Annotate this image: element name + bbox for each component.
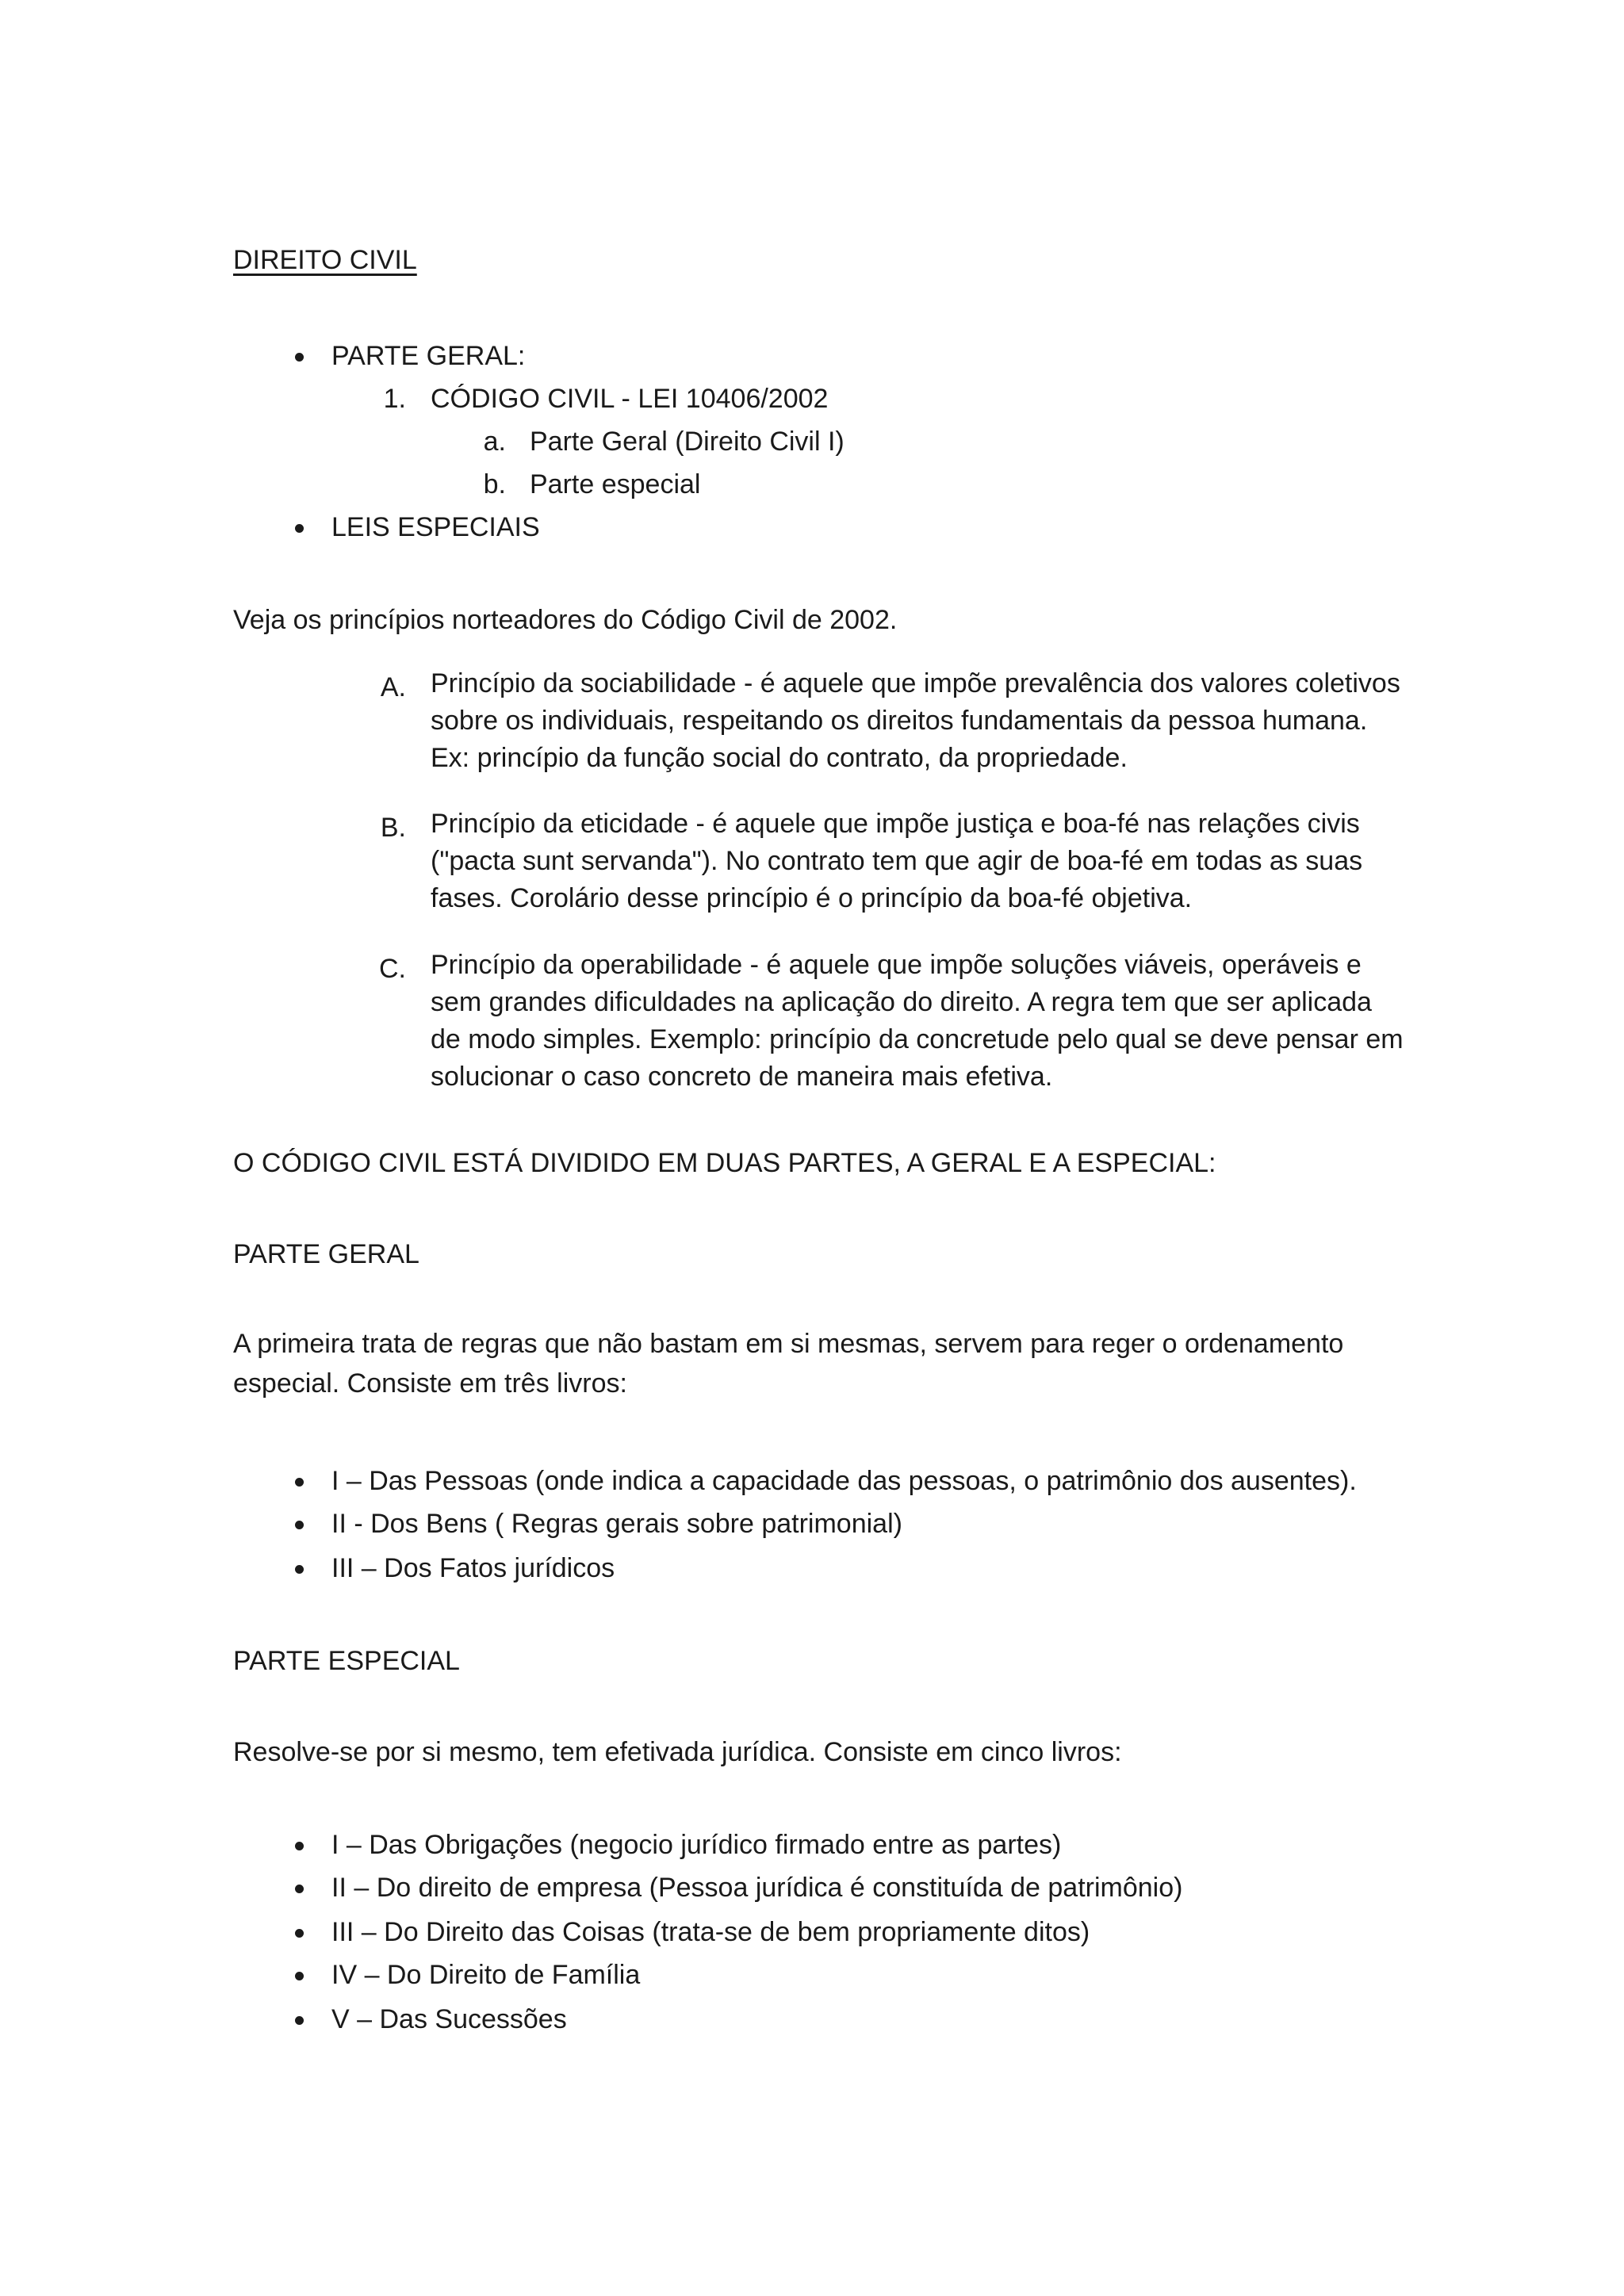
list-item: III – Do Direito das Coisas (trata-se de bem propriamente ditos)	[331, 1917, 1090, 1947]
bullet-icon	[295, 1842, 304, 1850]
parte-geral-heading: PARTE GERAL	[233, 1239, 419, 1269]
bullet-icon	[295, 353, 304, 362]
parte-geral-paragraph: A primeira trata de regras que não bastam em si mesmas, servem para reger o ordenamento especial. Consiste em três livros:	[233, 1329, 1344, 1399]
principle-operabilidade: Princípio da operabilidade - é aquele que impõe soluções viáveis, operáveis e sem grandes dificuldades na aplicação do direito. A regra tem que ser aplicada de modo simples. Exemplo: princípio da concretude pelo qual se deve pensar em solucionar o caso concreto de maneira mais efetiva.	[431, 950, 1404, 1092]
parte-especial-heading: PARTE ESPECIAL	[233, 1646, 460, 1676]
bullet-icon	[295, 1565, 304, 1574]
principle-marker: A.	[380, 672, 406, 702]
document-title: DIREITO CIVIL	[233, 245, 417, 275]
list-item: II - Dos Bens ( Regras gerais sobre patrimonial)	[331, 1509, 902, 1539]
bullet-icon	[295, 2016, 304, 2025]
principle-marker: B.	[380, 813, 406, 843]
parte-especial-paragraph: Resolve-se por si mesmo, tem efetivada jurídica. Consiste em cinco livros:	[233, 1737, 1122, 1767]
bullet-icon	[295, 524, 304, 533]
outline-sub-marker: 1.	[383, 384, 406, 414]
outline-sub-codigo-civil: CÓDIGO CIVIL - LEI 10406/2002	[431, 384, 829, 414]
list-item: I – Das Obrigações (negocio jurídico firmado entre as partes)	[331, 1830, 1062, 1860]
principle-marker: C.	[379, 954, 406, 984]
outline-subsub-parte-especial: Parte especial	[530, 469, 701, 499]
list-item: III – Dos Fatos jurídicos	[331, 1553, 615, 1583]
list-item: II – Do direito de empresa (Pessoa jurídica é constituída de patrimônio)	[331, 1873, 1183, 1903]
bullet-icon	[295, 1478, 304, 1487]
list-item: I – Das Pessoas (onde indica a capacidade das pessoas, o patrimônio dos ausentes).	[331, 1466, 1357, 1496]
bullet-icon	[295, 1885, 304, 1893]
outline-subsub-marker: b.	[483, 469, 506, 499]
principle-eticidade: Princípio da eticidade - é aquele que impõe justiça e boa-fé nas relações civis ("pacta sunt servanda"). No contrato tem que agir de boa-fé em todas as suas fases. Corolário desse princípio é o princípio da boa-fé objetiva.	[431, 809, 1363, 913]
bullet-icon	[295, 1972, 304, 1980]
outline-subsub-parte-geral: Parte Geral (Direito Civil I)	[530, 427, 845, 457]
outline-item-parte-geral: PARTE GERAL:	[331, 341, 526, 371]
outline-item-leis-especiais: LEIS ESPECIAIS	[331, 512, 540, 542]
list-item: V – Das Sucessões	[331, 2004, 567, 2034]
division-heading: O CÓDIGO CIVIL ESTÁ DIVIDIDO EM DUAS PARTES, A GERAL E A ESPECIAL:	[233, 1148, 1216, 1178]
bullet-icon	[295, 1521, 304, 1529]
bullet-icon	[295, 1929, 304, 1938]
outline-subsub-marker: a.	[483, 427, 506, 457]
principle-sociabilidade: Princípio da sociabilidade - é aquele que impõe prevalência dos valores coletivos sobre os individuais, respeitando os direitos fundamentais da pessoa humana. Ex: princípio da função social do contrato, da propriedade.	[431, 668, 1400, 773]
intro-paragraph: Veja os princípios norteadores do Código Civil de 2002.	[233, 605, 898, 635]
list-item: IV – Do Direito de Família	[331, 1960, 641, 1990]
